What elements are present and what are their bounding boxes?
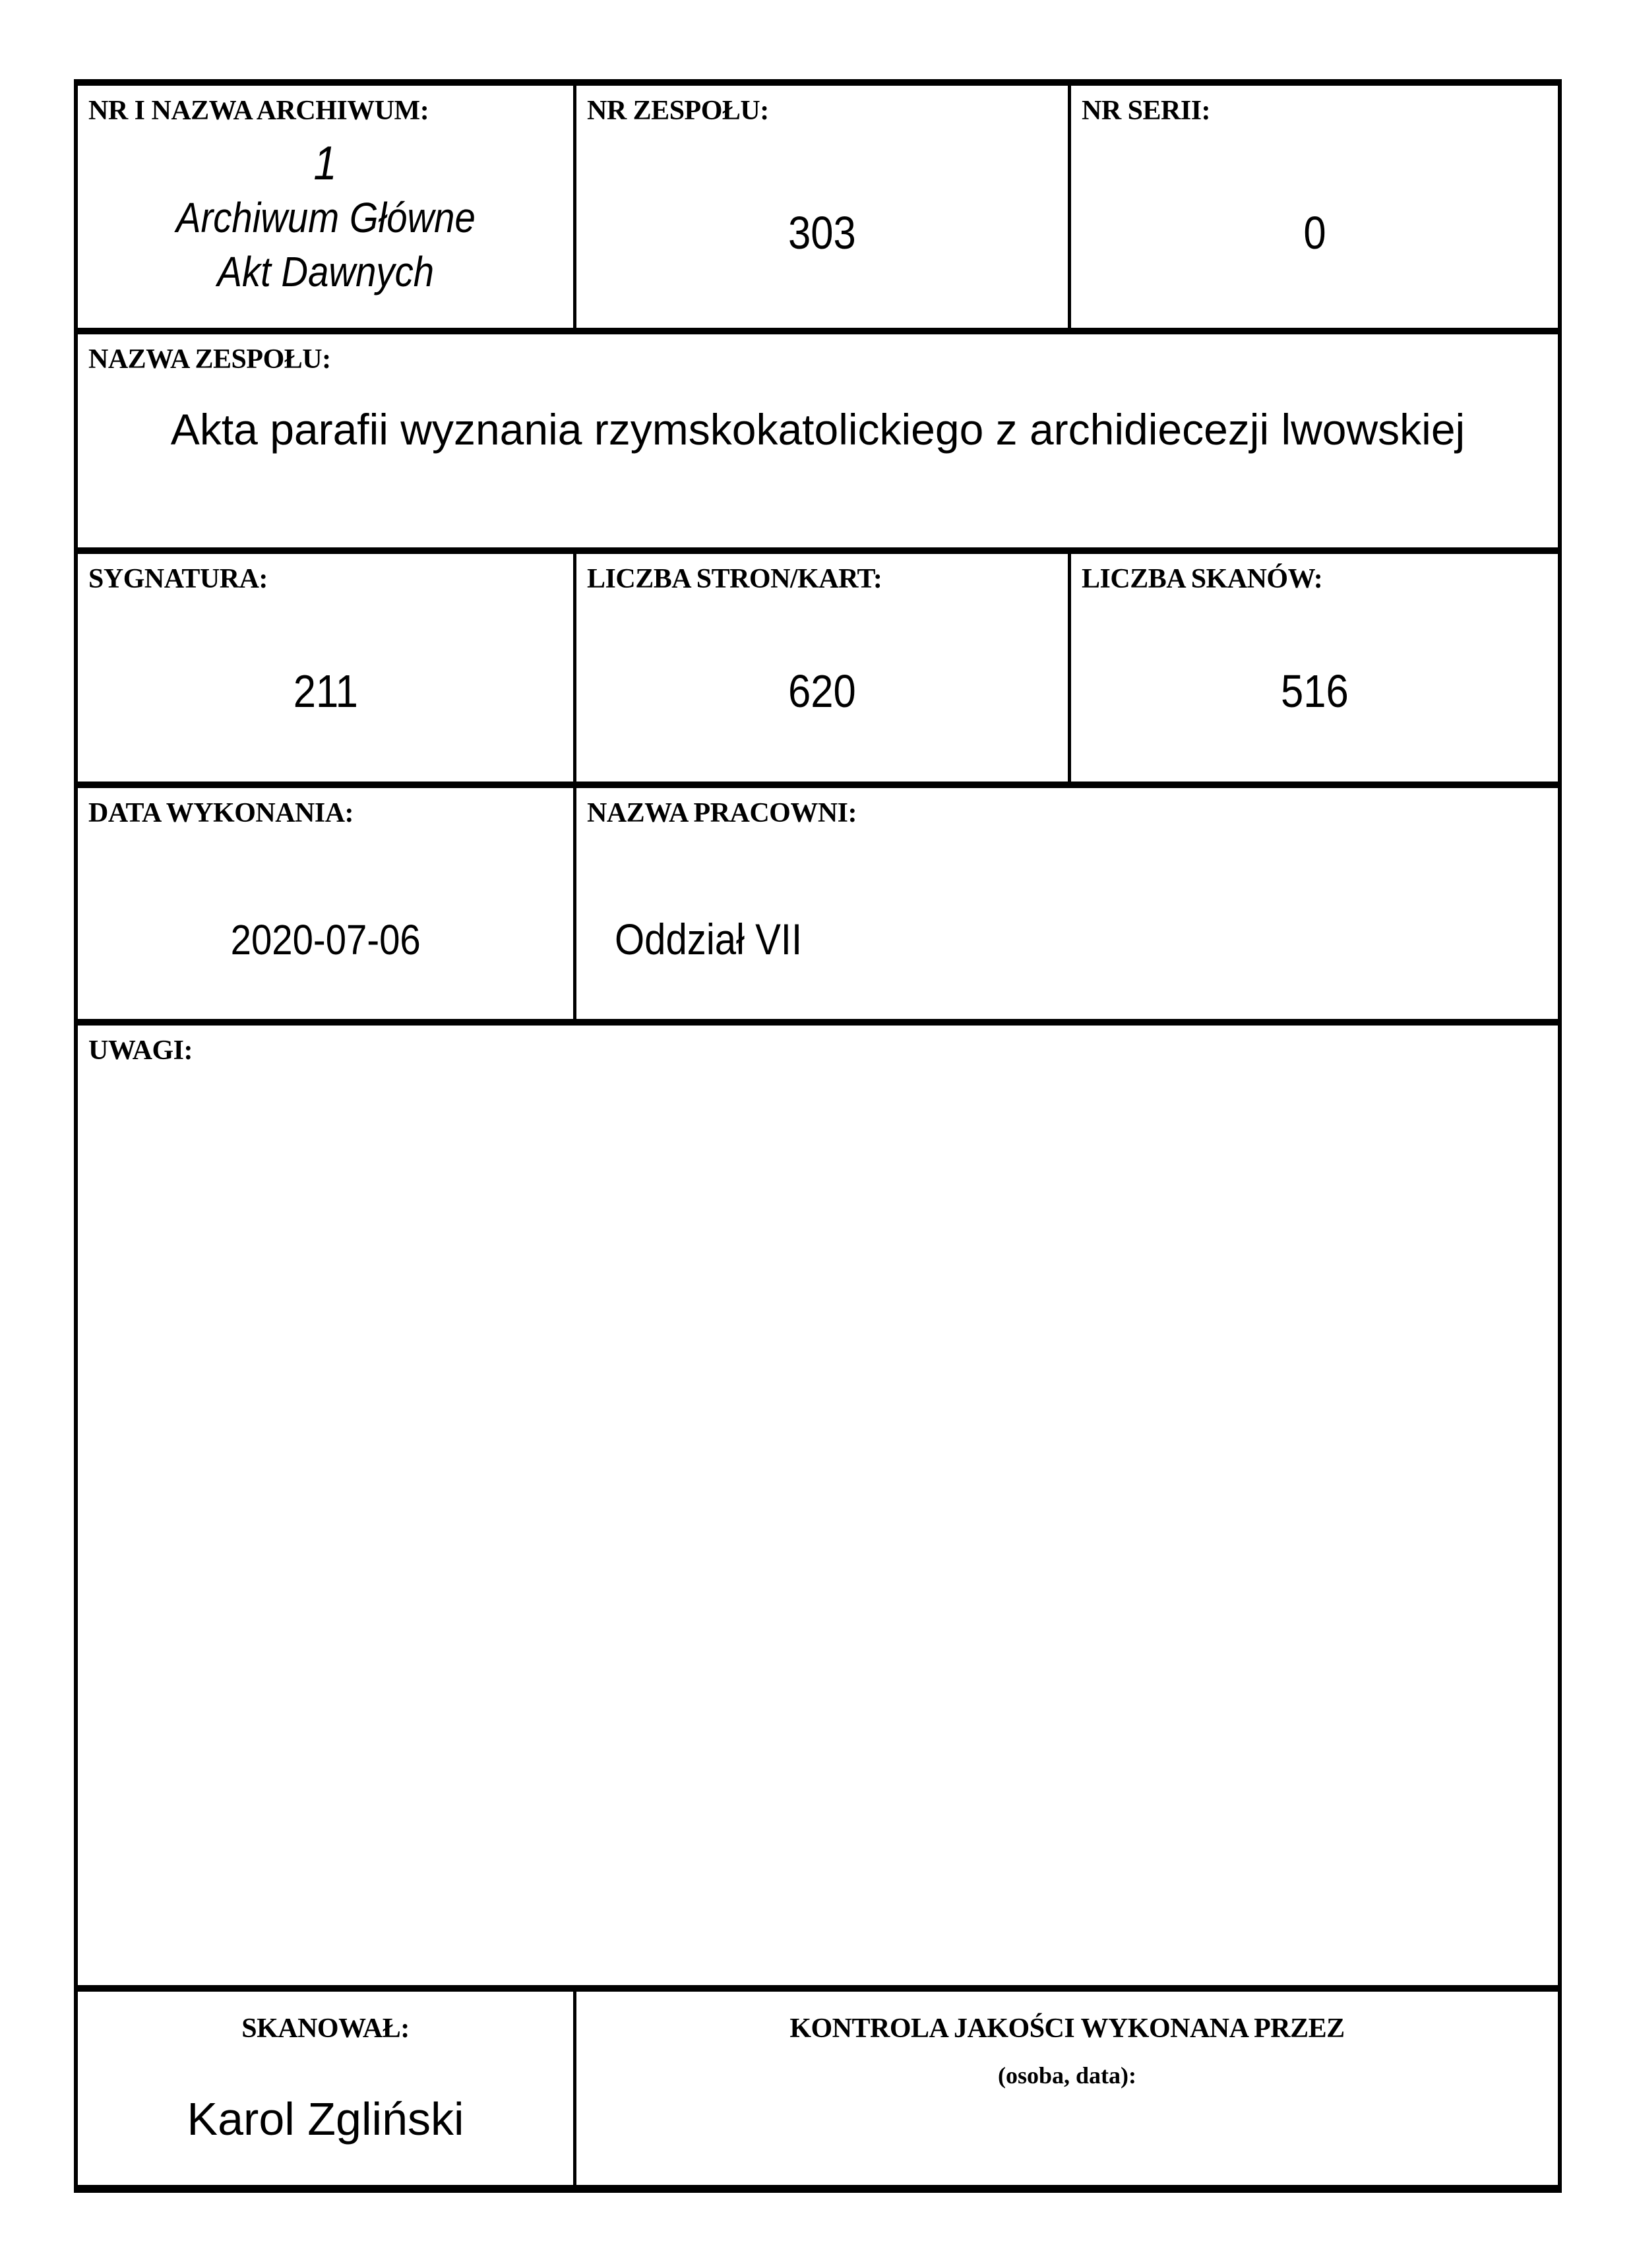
signature-label: SYGNATURA: (88, 564, 268, 594)
scanned-by-value: Karol Zgliński (187, 2093, 464, 2145)
cell-fonds-number (576, 86, 1071, 334)
fonds-number-value: 303 (788, 207, 856, 259)
remarks-label: UWAGI: (88, 1035, 193, 1066)
archive-number-value: 1 (313, 137, 338, 190)
cell-signature (78, 554, 576, 788)
cell-remarks (78, 1026, 1558, 1992)
signature-value: 211 (293, 665, 358, 717)
scan-date-value: 2020-07-06 (230, 916, 421, 964)
cell-scanned-by (78, 1992, 576, 2185)
cell-pages-count (576, 554, 1071, 788)
cell-series-number (1071, 86, 1558, 334)
scan-date-label: DATA WYKONANIA: (88, 798, 354, 828)
cell-workroom (576, 788, 1558, 1026)
pages-count-label: LICZBA STRON/KART: (587, 564, 882, 594)
scanned-by-label: SKANOWAŁ: (241, 2013, 410, 2044)
fonds-number-label: NR ZESPOŁU: (587, 96, 769, 126)
cell-scans-count (1071, 554, 1558, 788)
cell-quality-control (576, 1992, 1558, 2185)
cell-archive (78, 86, 576, 334)
workroom-label: NAZWA PRACOWNI: (587, 798, 857, 828)
scans-count-label: LICZBA SKANÓW: (1082, 564, 1323, 594)
scans-count-value: 516 (1280, 665, 1349, 717)
archive-name-line2: Akt Dawnych (217, 248, 434, 295)
fonds-name-value: Akta parafii wyznania rzymskokatolickiego z archidiecezji lwowskiej (170, 405, 1465, 454)
fonds-name-label: NAZWA ZESPOŁU: (88, 344, 331, 375)
archive-name-line1: Archiwum Główne (175, 194, 476, 241)
quality-control-sublabel: (osoba, data): (997, 2062, 1136, 2089)
pages-count-value: 620 (788, 665, 856, 717)
quality-control-label: KONTROLA JAKOŚCI WYKONANA PRZEZ (789, 2013, 1345, 2044)
cell-scan-date (78, 788, 576, 1026)
cell-fonds-name (78, 334, 1558, 554)
series-number-value: 0 (1303, 207, 1326, 259)
archive-label: NR I NAZWA ARCHIWUM: (88, 96, 429, 126)
workroom-value: Oddział VII (615, 915, 803, 964)
series-number-label: NR SERII: (1082, 96, 1211, 126)
metadata-table (74, 79, 1562, 2193)
